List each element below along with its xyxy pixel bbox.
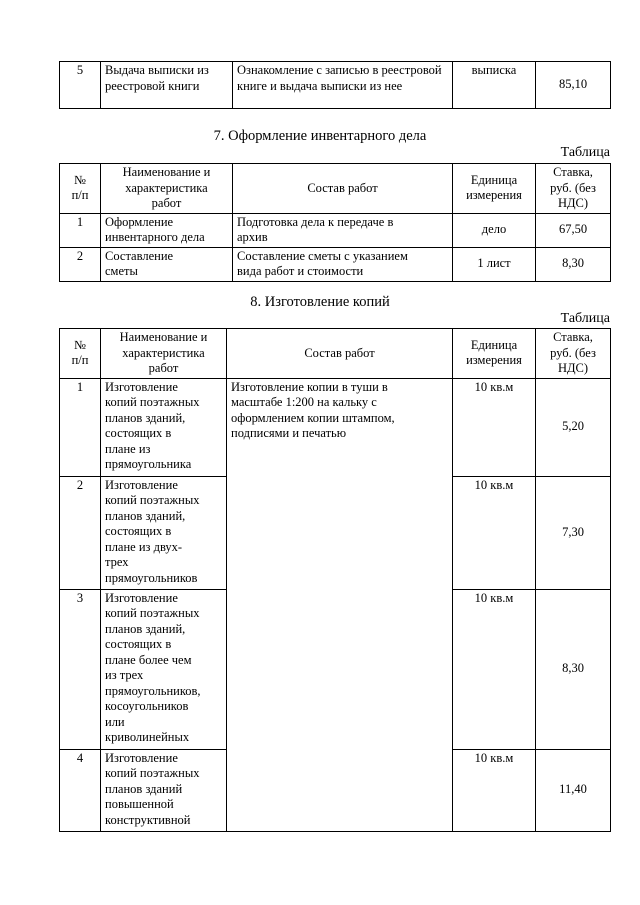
rate-value: 8,30: [536, 247, 611, 281]
work-name: Изготовление копий поэтажных планов зданий, состоящих в плане более чем из трех прямоугольников, косоугольников или криволинейных: [101, 589, 227, 749]
table-header-row: [60, 164, 611, 214]
table-row: [60, 378, 611, 476]
header-num: № п/п: [60, 164, 101, 214]
table-row: [60, 247, 611, 281]
section-7-table-label: Таблица: [560, 145, 610, 160]
row-number: 5: [60, 62, 101, 109]
table-row: [60, 213, 611, 247]
rate-value: 5,20: [536, 378, 611, 476]
section-8-table-label: Таблица: [560, 311, 610, 326]
work-name: Составление сметы: [101, 247, 233, 281]
unit-of-measure: 1 лист: [453, 247, 536, 281]
rate-value: 85,10: [536, 62, 611, 109]
section-7-title: 7. Оформление инвентарного дела: [213, 128, 427, 144]
unit-of-measure: дело: [453, 213, 536, 247]
header-work: Состав работ: [233, 164, 453, 214]
rate-value: 7,30: [536, 476, 611, 589]
section-8-title: 8. Изготовление копий: [250, 294, 390, 310]
work-composition: Изготовление копии в туши в масштабе 1:200 на кальку с оформлением копии штампом, подписями и печатью: [227, 378, 453, 831]
rate-value: 8,30: [536, 589, 611, 749]
header-unit: Единица измерения: [453, 164, 536, 214]
row-number: 1: [60, 213, 101, 247]
header-rate: Ставка, руб. (без НДС): [536, 329, 611, 379]
table-section-7: [59, 163, 611, 282]
row-number: 4: [60, 749, 101, 831]
work-composition: Составление сметы с указанием вида работ и стоимости: [233, 247, 453, 281]
table-row: [60, 62, 611, 109]
row-number: 3: [60, 589, 101, 749]
work-name: Изготовление копий поэтажных планов зданий повышенной конструктивной: [101, 749, 227, 831]
work-name: Изготовление копий поэтажных планов зданий, состоящих в плане из прямоугольника: [101, 378, 227, 476]
rate-value: 67,50: [536, 213, 611, 247]
work-name: Изготовление копий поэтажных планов зданий, состоящих в плане из двух- трех прямоугольников: [101, 476, 227, 589]
work-composition: Ознакомление с записью в реестровой книге и выдача выписки из нее: [233, 62, 453, 109]
header-name: Наименование и характеристика работ: [101, 164, 233, 214]
unit-of-measure: 10 кв.м: [453, 749, 536, 831]
row-number: 2: [60, 247, 101, 281]
work-name: Выдача выписки из реестровой книги: [101, 62, 233, 109]
work-name: Оформление инвентарного дела: [101, 213, 233, 247]
table-header-row: [60, 329, 611, 379]
table-section-8: [59, 328, 611, 832]
unit-of-measure: 10 кв.м: [453, 378, 536, 476]
table-continuation: [59, 61, 611, 109]
unit-of-measure: 10 кв.м: [453, 476, 536, 589]
header-num: № п/п: [60, 329, 101, 379]
row-number: 1: [60, 378, 101, 476]
header-rate: Ставка, руб. (без НДС): [536, 164, 611, 214]
header-work: Состав работ: [227, 329, 453, 379]
row-number: 2: [60, 476, 101, 589]
header-name: Наименование и характеристика работ: [101, 329, 227, 379]
rate-value: 11,40: [536, 749, 611, 831]
unit-of-measure: 10 кв.м: [453, 589, 536, 749]
unit-of-measure: выписка: [453, 62, 536, 109]
work-composition: Подготовка дела к передаче в архив: [233, 213, 453, 247]
header-unit: Единица измерения: [453, 329, 536, 379]
